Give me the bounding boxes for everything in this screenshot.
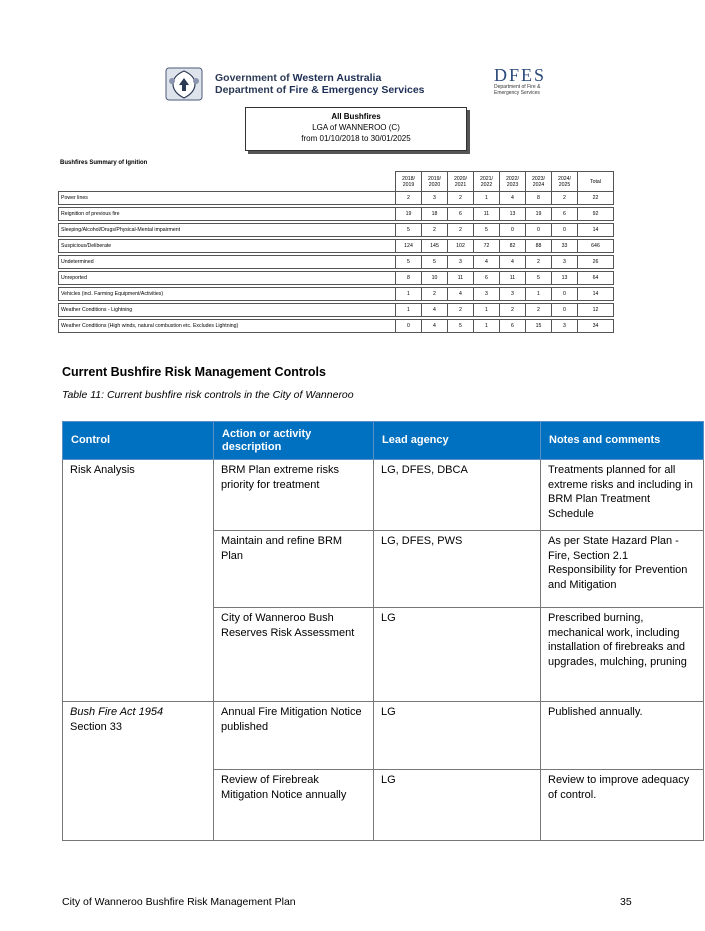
ignition-value-cell: 5 — [474, 224, 500, 237]
controls-header-row — [63, 422, 704, 460]
ignition-header-blank — [59, 172, 396, 192]
table-row — [63, 608, 704, 702]
ignition-total-cell: 12 — [578, 304, 614, 317]
ignition-value-cell: 1 — [396, 304, 422, 317]
report-range: from 01/10/2018 to 30/01/2025 — [301, 134, 411, 143]
ignition-cause-label: Power lines — [59, 192, 396, 205]
ignition-value-cell: 10 — [422, 272, 448, 285]
wa-crest-icon — [163, 64, 205, 104]
action-cell: BRM Plan extreme risks priority for treatment — [214, 460, 374, 531]
ignition-value-cell: 0 — [552, 304, 578, 317]
ignition-value-cell: 3 — [500, 288, 526, 301]
agency-cell: LG — [374, 608, 541, 702]
ignition-value-cell: 4 — [448, 288, 474, 301]
ignition-cause-label: Sleeping/Alcohol/Drugs/Physical-Mental impairment — [59, 224, 396, 237]
government-logo — [163, 64, 425, 104]
control-act-name: Bush Fire Act 1954 — [70, 706, 164, 718]
ignition-value-cell: 11 — [448, 272, 474, 285]
ignition-value-cell: 4 — [422, 304, 448, 317]
ignition-value-cell: 2 — [552, 192, 578, 205]
ignition-value-cell: 6 — [500, 320, 526, 333]
table-row — [59, 192, 614, 205]
table-row — [59, 304, 614, 317]
ignition-value-cell: 3 — [422, 192, 448, 205]
dfes-logo — [494, 66, 564, 106]
notes-cell: As per State Hazard Plan - Fire, Section 2.1 Responsibility for Prevention and Mitigation — [541, 531, 704, 608]
ignition-value-cell: 6 — [474, 272, 500, 285]
ignition-value-cell: 6 — [552, 208, 578, 221]
ignition-value-cell: 82 — [500, 240, 526, 253]
ignition-value-cell: 4 — [500, 192, 526, 205]
control-act-section: Section 33 — [70, 720, 122, 733]
ignition-value-cell: 1 — [474, 304, 500, 317]
report-lga: LGA of WANNEROO (C) — [312, 123, 400, 132]
ignition-cause-label: Undetermined — [59, 256, 396, 269]
ignition-value-cell: 4 — [422, 320, 448, 333]
action-cell: Review of Firebreak Mitigation Notice annually — [214, 770, 374, 841]
ignition-value-cell: 3 — [448, 256, 474, 269]
ignition-value-cell: 3 — [552, 320, 578, 333]
control-cell — [63, 702, 214, 770]
ignition-value-cell: 88 — [526, 240, 552, 253]
ignition-value-cell: 18 — [422, 208, 448, 221]
ignition-value-cell: 1 — [474, 320, 500, 333]
ignition-value-cell: 8 — [526, 192, 552, 205]
ignition-value-cell: 2 — [526, 304, 552, 317]
ignition-value-cell: 5 — [396, 256, 422, 269]
ignition-cause-label: Suspicious/Deliberate — [59, 240, 396, 253]
ignition-value-cell: 145 — [422, 240, 448, 253]
section-heading: Current Bushfire Risk Management Controls — [62, 365, 326, 379]
table-row — [59, 288, 614, 301]
ignition-value-cell: 2 — [500, 304, 526, 317]
ignition-cause-label: Reignition of previous fire — [59, 208, 396, 221]
table-row — [59, 240, 614, 253]
ignition-header-row — [59, 172, 614, 192]
ignition-summary-table — [58, 171, 614, 333]
ignition-header-total: Total — [578, 172, 614, 192]
ignition-value-cell: 1 — [474, 192, 500, 205]
gov-line1-b: Western Australia — [292, 72, 382, 84]
ignition-value-cell: 6 — [448, 208, 474, 221]
ignition-total-cell: 64 — [578, 272, 614, 285]
table-row — [63, 702, 704, 770]
ignition-value-cell: 0 — [396, 320, 422, 333]
ignition-value-cell: 2 — [448, 304, 474, 317]
ignition-value-cell: 2 — [422, 288, 448, 301]
ignition-value-cell: 0 — [500, 224, 526, 237]
control-cell — [63, 770, 214, 841]
ignition-value-cell: 8 — [396, 272, 422, 285]
ignition-value-cell: 2 — [526, 256, 552, 269]
controls-header-agency: Lead agency — [374, 422, 541, 460]
notes-cell: Prescribed burning, mechanical work, including installation of firebreaks and upgrades, mulching, pruning — [541, 608, 704, 702]
ignition-header-year: 2021/ 2022 — [474, 172, 500, 192]
ignition-total-cell: 22 — [578, 192, 614, 205]
action-cell: Maintain and refine BRM Plan — [214, 531, 374, 608]
dfes-sub-line1: Department of Fire & — [494, 84, 541, 90]
controls-table — [62, 421, 704, 841]
footer-page-number: 35 — [620, 896, 632, 908]
controls-header-action: Action or activity description — [214, 422, 374, 460]
ignition-value-cell: 19 — [396, 208, 422, 221]
gov-line2-b: Fire & Emergency Services — [289, 84, 425, 96]
ignition-value-cell: 33 — [552, 240, 578, 253]
control-cell — [63, 531, 214, 608]
notes-cell: Published annually. — [541, 702, 704, 770]
agency-cell: LG, DFES, DBCA — [374, 460, 541, 531]
notes-cell: Treatments planned for all extreme risks and including in BRM Plan Treatment Schedule — [541, 460, 704, 531]
ignition-header-year: 2024/ 2025 — [552, 172, 578, 192]
ignition-value-cell: 13 — [500, 208, 526, 221]
gov-line1-a: Government of — [215, 72, 290, 84]
ignition-total-cell: 646 — [578, 240, 614, 253]
ignition-value-cell: 13 — [552, 272, 578, 285]
action-cell: City of Wanneroo Bush Reserves Risk Assessment — [214, 608, 374, 702]
ignition-value-cell: 15 — [526, 320, 552, 333]
ignition-value-cell: 124 — [396, 240, 422, 253]
ignition-total-cell: 14 — [578, 224, 614, 237]
ignition-header-year: 2022/ 2023 — [500, 172, 526, 192]
ignition-value-cell: 2 — [448, 224, 474, 237]
controls-header-control: Control — [63, 422, 214, 460]
ignition-header-year: 2023/ 2024 — [526, 172, 552, 192]
agency-cell: LG — [374, 770, 541, 841]
control-cell: Risk Analysis — [63, 460, 214, 531]
ignition-value-cell: 5 — [396, 224, 422, 237]
ignition-cause-label: Vehicles (incl. Farming Equipment/Activities) — [59, 288, 396, 301]
ignition-value-cell: 5 — [526, 272, 552, 285]
ignition-value-cell: 19 — [526, 208, 552, 221]
agency-cell: LG — [374, 702, 541, 770]
table-row — [63, 770, 704, 841]
ignition-value-cell: 4 — [474, 256, 500, 269]
controls-header-notes: Notes and comments — [541, 422, 704, 460]
table-caption: Table 11: Current bushfire risk controls in the City of Wanneroo — [62, 389, 354, 401]
dfes-wordmark: DFES — [494, 65, 547, 85]
ignition-value-cell: 4 — [500, 256, 526, 269]
ignition-value-cell: 0 — [552, 224, 578, 237]
ignition-value-cell: 1 — [526, 288, 552, 301]
gov-line2-a: Department of — [215, 84, 287, 96]
footer-document-title: City of Wanneroo Bushfire Risk Management Plan — [62, 896, 296, 908]
ignition-total-cell: 14 — [578, 288, 614, 301]
ignition-header-year: 2018/ 2019 — [396, 172, 422, 192]
ignition-value-cell: 0 — [552, 288, 578, 301]
table-row — [59, 224, 614, 237]
ignition-value-cell: 2 — [396, 192, 422, 205]
ignition-value-cell: 5 — [448, 320, 474, 333]
government-text — [215, 72, 425, 96]
table-row — [59, 256, 614, 269]
ignition-total-cell: 26 — [578, 256, 614, 269]
action-cell: Annual Fire Mitigation Notice published — [214, 702, 374, 770]
table-row — [59, 272, 614, 285]
control-cell — [63, 608, 214, 702]
ignition-value-cell: 11 — [500, 272, 526, 285]
ignition-total-cell: 92 — [578, 208, 614, 221]
ignition-header-year: 2020/ 2021 — [448, 172, 474, 192]
ignition-summary-title: Bushfires Summary of Ignition — [60, 160, 148, 166]
dfes-sub-line2: Emergency Services — [494, 90, 540, 96]
ignition-value-cell: 2 — [422, 224, 448, 237]
report-title: All Bushfires — [331, 112, 381, 121]
table-row — [63, 531, 704, 608]
table-row — [59, 320, 614, 333]
table-row — [63, 460, 704, 531]
ignition-value-cell: 1 — [396, 288, 422, 301]
ignition-cause-label: Weather Conditions - Lightning — [59, 304, 396, 317]
ignition-cause-label: Weather Conditions (High winds, natural combustion etc. Excludes Lightning) — [59, 320, 396, 333]
ignition-value-cell: 102 — [448, 240, 474, 253]
ignition-value-cell: 3 — [474, 288, 500, 301]
report-title-box — [245, 107, 467, 151]
ignition-value-cell: 5 — [422, 256, 448, 269]
ignition-value-cell: 2 — [448, 192, 474, 205]
ignition-total-cell: 34 — [578, 320, 614, 333]
ignition-value-cell: 11 — [474, 208, 500, 221]
ignition-header-year: 2019/ 2020 — [422, 172, 448, 192]
notes-cell: Review to improve adequacy of control. — [541, 770, 704, 841]
ignition-cause-label: Unreported — [59, 272, 396, 285]
ignition-body — [59, 192, 614, 333]
ignition-value-cell: 72 — [474, 240, 500, 253]
ignition-value-cell: 0 — [526, 224, 552, 237]
ignition-value-cell: 3 — [552, 256, 578, 269]
agency-cell: LG, DFES, PWS — [374, 531, 541, 608]
table-row — [59, 208, 614, 221]
